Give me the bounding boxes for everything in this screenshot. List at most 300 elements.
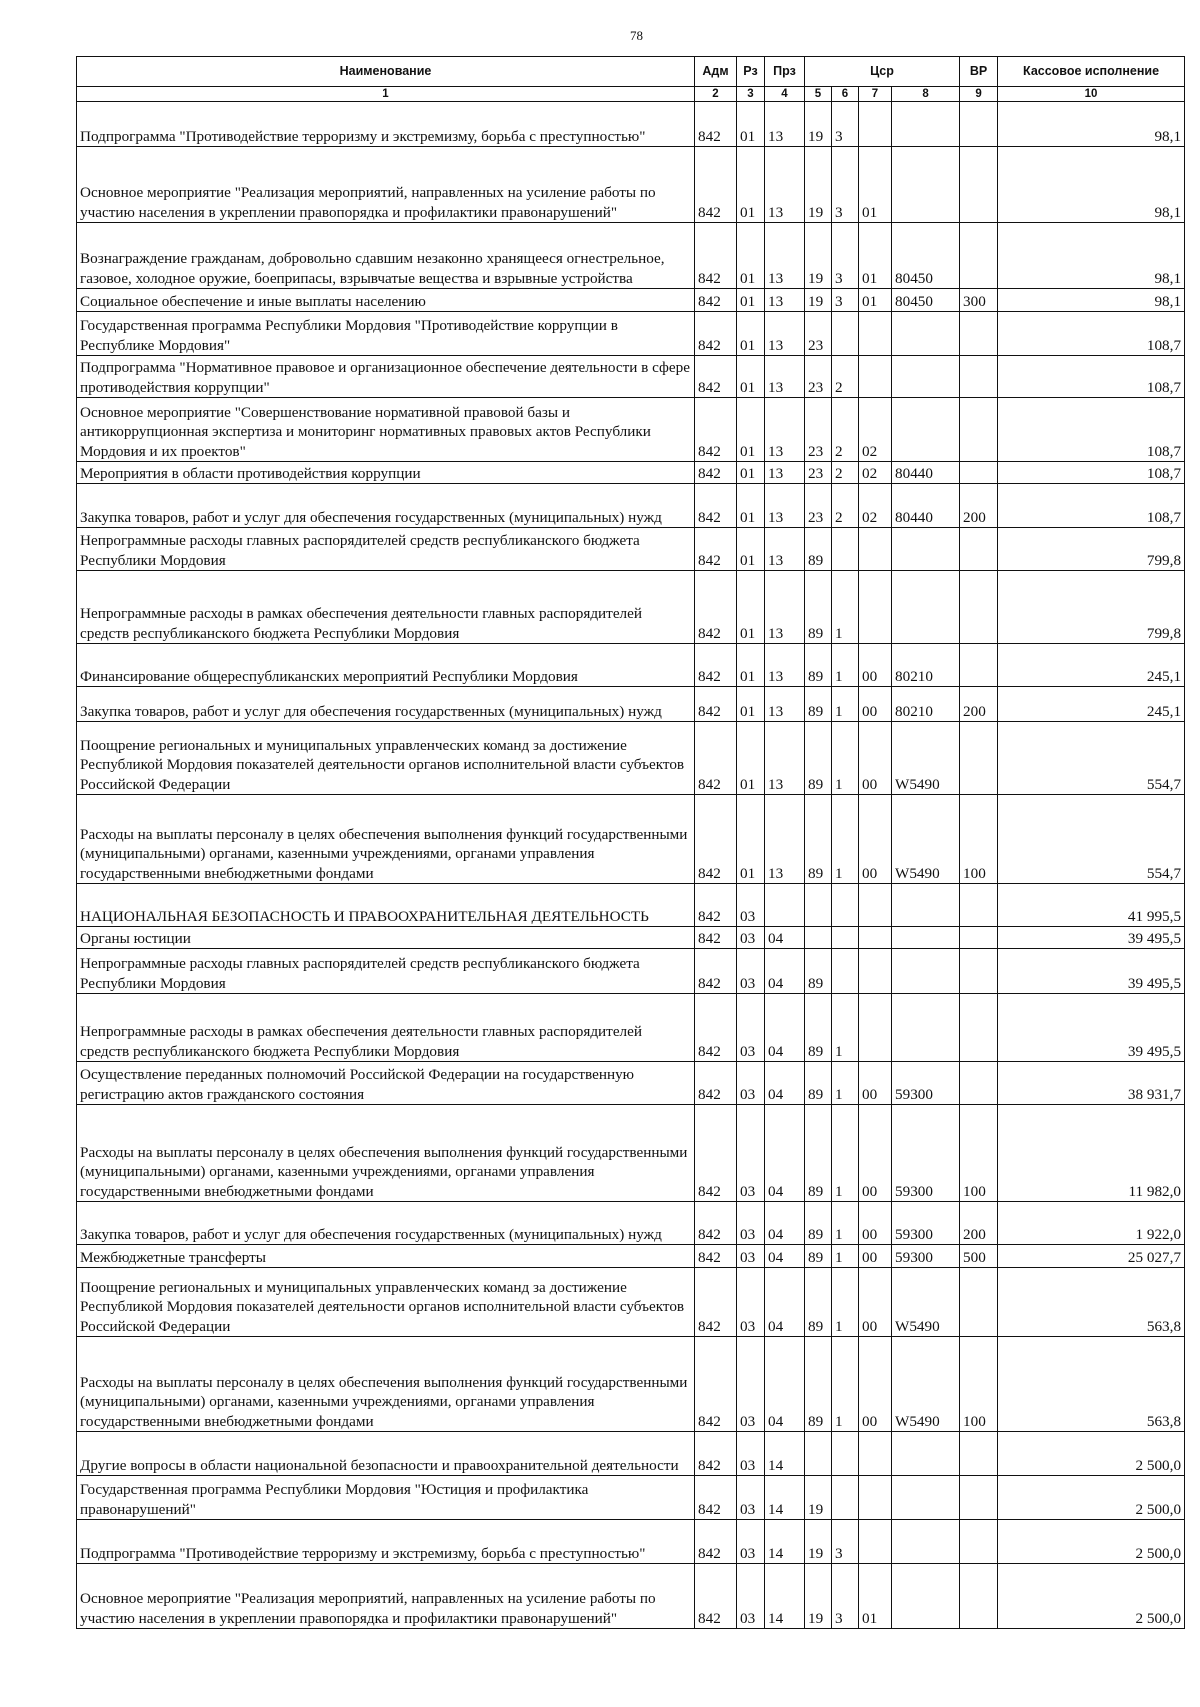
table-cell-csr-program: 89 (805, 795, 832, 884)
table-cell-csr-program: 89 (805, 1202, 832, 1245)
table-cell-amount: 98,1 (998, 289, 1185, 312)
table-cell-adm: 842 (695, 1432, 737, 1476)
table-row (77, 398, 1185, 462)
table-cell-csr-subprogram: 1 (832, 1337, 859, 1432)
table-cell-rz: 01 (737, 644, 765, 687)
table-row (77, 1520, 1185, 1564)
table-cell-csr-subprogram: 1 (832, 644, 859, 687)
table-cell-amount: 245,1 (998, 644, 1185, 687)
table-cell-name: Основное мероприятие "Реализация мероприятий, направленных на усиление работы по участию населения в укреплении правопорядка и профилактики правонарушений" (77, 147, 695, 223)
table-cell-amount: 108,7 (998, 398, 1185, 462)
table-cell-adm: 842 (695, 644, 737, 687)
table-cell-adm: 842 (695, 1337, 737, 1432)
table-cell-prz: 04 (765, 1337, 805, 1432)
table-cell-csr-direction (892, 1520, 960, 1564)
table-cell-csr-subprogram: 2 (832, 356, 859, 398)
table-cell-amount: 39 495,5 (998, 927, 1185, 949)
table-cell-vr (960, 571, 998, 644)
table-cell-amount: 799,8 (998, 528, 1185, 571)
table-cell-vr (960, 1520, 998, 1564)
table-cell-vr: 200 (960, 484, 998, 528)
table-cell-rz: 03 (737, 1337, 765, 1432)
table-cell-name: Поощрение региональных и муниципальных управленческих команд за достижение Республикой Мордовия показателей деятельности органов исполнительной власти субъектов Российской Федерации (77, 722, 695, 795)
header-csr: Цср (805, 57, 960, 87)
table-cell-vr (960, 927, 998, 949)
table-cell-vr (960, 884, 998, 927)
table-body (77, 102, 1185, 1629)
table-cell-csr-subprogram (832, 884, 859, 927)
table-cell-vr: 300 (960, 289, 998, 312)
table-cell-amount: 25 027,7 (998, 1245, 1185, 1268)
table-cell-csr-program: 19 (805, 223, 832, 289)
table-cell-name: Мероприятия в области противодействия коррупции (77, 462, 695, 484)
budget-table (76, 56, 1185, 1629)
table-cell-name: Непрограммные расходы главных распорядителей средств республиканского бюджета Республики Мордовия (77, 949, 695, 994)
table-cell-vr: 200 (960, 1202, 998, 1245)
table-cell-csr-program: 23 (805, 484, 832, 528)
table-cell-prz: 04 (765, 1105, 805, 1202)
table-cell-rz: 03 (737, 994, 765, 1062)
table-cell-csr-program: 89 (805, 644, 832, 687)
table-cell-csr-event: 00 (859, 1337, 892, 1432)
table-cell-rz: 01 (737, 571, 765, 644)
table-cell-csr-direction: W5490 (892, 1268, 960, 1337)
table-cell-csr-subprogram (832, 528, 859, 571)
table-cell-csr-program: 89 (805, 1268, 832, 1337)
table-row (77, 1432, 1185, 1476)
table-cell-rz: 01 (737, 398, 765, 462)
table-cell-adm: 842 (695, 994, 737, 1062)
table-cell-csr-program: 19 (805, 1564, 832, 1629)
table-cell-name: Закупка товаров, работ и услуг для обеспечения государственных (муниципальных) нужд (77, 484, 695, 528)
table-cell-prz: 13 (765, 462, 805, 484)
table-cell-csr-direction (892, 994, 960, 1062)
column-number: 4 (765, 87, 805, 102)
table-cell-rz: 01 (737, 795, 765, 884)
table-row (77, 484, 1185, 528)
table-cell-rz: 01 (737, 102, 765, 147)
table-cell-csr-program: 89 (805, 1337, 832, 1432)
table-cell-adm: 842 (695, 1476, 737, 1520)
table-cell-csr-subprogram: 1 (832, 1202, 859, 1245)
table-row (77, 1245, 1185, 1268)
table-cell-csr-program: 89 (805, 528, 832, 571)
table-cell-adm: 842 (695, 687, 737, 722)
table-cell-adm: 842 (695, 1202, 737, 1245)
table-cell-csr-subprogram: 1 (832, 1062, 859, 1105)
table-cell-adm: 842 (695, 722, 737, 795)
table-cell-csr-subprogram: 3 (832, 147, 859, 223)
table-cell-vr (960, 1062, 998, 1105)
table-cell-prz: 13 (765, 223, 805, 289)
column-number: 9 (960, 87, 998, 102)
table-cell-csr-event (859, 1432, 892, 1476)
table-cell-adm: 842 (695, 462, 737, 484)
table-cell-csr-event: 02 (859, 398, 892, 462)
table-cell-rz: 01 (737, 147, 765, 223)
table-cell-prz: 04 (765, 1268, 805, 1337)
table-cell-name: Непрограммные расходы в рамках обеспечения деятельности главных распорядителей средств республиканского бюджета Республики Мордовия (77, 994, 695, 1062)
table-cell-amount: 39 495,5 (998, 994, 1185, 1062)
table-cell-rz: 01 (737, 484, 765, 528)
table-cell-amount: 2 500,0 (998, 1432, 1185, 1476)
table-cell-csr-direction: W5490 (892, 1337, 960, 1432)
table-cell-vr (960, 1268, 998, 1337)
table-cell-vr (960, 102, 998, 147)
table-cell-adm: 842 (695, 1268, 737, 1337)
table-cell-csr-subprogram: 2 (832, 398, 859, 462)
table-cell-vr (960, 462, 998, 484)
table-cell-name: Государственная программа Республики Мордовия "Противодействие коррупции в Республике Мордовия" (77, 312, 695, 356)
table-row (77, 223, 1185, 289)
table-cell-vr (960, 147, 998, 223)
table-cell-name: Осуществление переданных полномочий Российской Федерации на государственную регистрацию актов гражданского состояния (77, 1062, 695, 1105)
table-cell-rz: 01 (737, 289, 765, 312)
table-cell-name: Подпрограмма "Противодействие терроризму и экстремизму, борьба с преступностью" (77, 1520, 695, 1564)
table-row (77, 1062, 1185, 1105)
table-cell-rz: 03 (737, 1564, 765, 1629)
table-row (77, 1564, 1185, 1629)
table-row (77, 289, 1185, 312)
table-cell-csr-event (859, 312, 892, 356)
table-cell-adm: 842 (695, 1564, 737, 1629)
table-row (77, 1337, 1185, 1432)
header-amount: Кассовое исполнение (998, 57, 1185, 87)
header-rz: Рз (737, 57, 765, 87)
table-cell-amount: 245,1 (998, 687, 1185, 722)
table-cell-rz: 01 (737, 312, 765, 356)
table-cell-csr-program: 89 (805, 571, 832, 644)
table-cell-csr-event (859, 528, 892, 571)
table-row (77, 1268, 1185, 1337)
column-number: 1 (77, 87, 695, 102)
table-cell-amount: 563,8 (998, 1268, 1185, 1337)
table-cell-csr-subprogram (832, 312, 859, 356)
table-cell-rz: 03 (737, 1476, 765, 1520)
table-cell-csr-subprogram: 3 (832, 1564, 859, 1629)
table-cell-csr-program: 19 (805, 102, 832, 147)
table-row (77, 687, 1185, 722)
table-row (77, 795, 1185, 884)
table-cell-rz: 01 (737, 356, 765, 398)
table-cell-csr-direction (892, 102, 960, 147)
table-cell-csr-program: 89 (805, 1062, 832, 1105)
table-cell-csr-subprogram: 1 (832, 722, 859, 795)
table-cell-rz: 03 (737, 949, 765, 994)
table-cell-csr-program: 89 (805, 1245, 832, 1268)
table-cell-rz: 03 (737, 1245, 765, 1268)
header-name: Наименование (77, 57, 695, 87)
table-cell-vr (960, 994, 998, 1062)
table-cell-amount: 11 982,0 (998, 1105, 1185, 1202)
table-cell-csr-program: 23 (805, 356, 832, 398)
table-cell-csr-direction: 80440 (892, 462, 960, 484)
table-cell-prz: 13 (765, 147, 805, 223)
table-cell-adm: 842 (695, 884, 737, 927)
table-row (77, 1476, 1185, 1520)
table-row (77, 927, 1185, 949)
table-cell-vr: 100 (960, 1105, 998, 1202)
table-cell-csr-subprogram: 3 (832, 1520, 859, 1564)
table-cell-rz: 01 (737, 528, 765, 571)
table-cell-csr-direction: 59300 (892, 1245, 960, 1268)
table-row (77, 462, 1185, 484)
column-number-row (77, 87, 1185, 102)
table-cell-csr-direction (892, 927, 960, 949)
column-number: 10 (998, 87, 1185, 102)
table-row (77, 528, 1185, 571)
table-cell-name: Социальное обеспечение и иные выплаты населению (77, 289, 695, 312)
table-cell-vr (960, 356, 998, 398)
table-cell-csr-event (859, 994, 892, 1062)
header-adm: Адм (695, 57, 737, 87)
table-cell-name: Межбюджетные трансферты (77, 1245, 695, 1268)
table-cell-adm: 842 (695, 147, 737, 223)
table-row (77, 1202, 1185, 1245)
table-cell-csr-event: 00 (859, 687, 892, 722)
table-cell-adm: 842 (695, 356, 737, 398)
table-cell-rz: 01 (737, 722, 765, 795)
table-cell-vr (960, 398, 998, 462)
table-cell-csr-direction: W5490 (892, 795, 960, 884)
table-cell-prz: 13 (765, 289, 805, 312)
table-cell-prz: 04 (765, 927, 805, 949)
table-cell-vr (960, 1564, 998, 1629)
table-cell-csr-event (859, 1520, 892, 1564)
table-cell-name: Вознаграждение гражданам, добровольно сдавшим незаконно хранящееся огнестрельное, газовое, холодное оружие, боеприпасы, взрывчатые вещества и взрывные устройства (77, 223, 695, 289)
table-cell-csr-event (859, 949, 892, 994)
table-cell-prz: 13 (765, 356, 805, 398)
table-cell-csr-program: 19 (805, 289, 832, 312)
table-cell-csr-direction: 80450 (892, 289, 960, 312)
table-cell-csr-program: 89 (805, 994, 832, 1062)
table-cell-csr-direction (892, 1564, 960, 1629)
table-cell-adm: 842 (695, 312, 737, 356)
table-cell-csr-event: 01 (859, 1564, 892, 1629)
table-cell-csr-direction (892, 1432, 960, 1476)
table-cell-csr-event (859, 356, 892, 398)
table-cell-prz: 13 (765, 722, 805, 795)
table-cell-vr: 500 (960, 1245, 998, 1268)
table-cell-csr-subprogram: 1 (832, 1245, 859, 1268)
table-cell-rz: 03 (737, 1202, 765, 1245)
table-cell-csr-event: 00 (859, 1062, 892, 1105)
table-cell-name: Органы юстиции (77, 927, 695, 949)
table-cell-csr-program: 23 (805, 462, 832, 484)
table-cell-csr-event: 00 (859, 795, 892, 884)
table-cell-amount: 2 500,0 (998, 1476, 1185, 1520)
table-cell-csr-event: 00 (859, 1268, 892, 1337)
table-cell-prz: 13 (765, 571, 805, 644)
table-cell-csr-event (859, 927, 892, 949)
table-cell-name: Финансирование общереспубликанских мероприятий Республики Мордовия (77, 644, 695, 687)
table-header-row (77, 57, 1185, 87)
table-cell-amount: 39 495,5 (998, 949, 1185, 994)
table-cell-adm: 842 (695, 223, 737, 289)
table-cell-csr-program: 23 (805, 398, 832, 462)
table-cell-amount: 108,7 (998, 312, 1185, 356)
table-cell-amount: 799,8 (998, 571, 1185, 644)
table-cell-vr (960, 223, 998, 289)
table-cell-csr-direction (892, 884, 960, 927)
table-cell-vr (960, 1476, 998, 1520)
table-cell-prz: 13 (765, 528, 805, 571)
table-cell-csr-program: 19 (805, 147, 832, 223)
table-cell-name: Другие вопросы в области национальной безопасности и правоохранительной деятельности (77, 1432, 695, 1476)
table-cell-csr-program: 19 (805, 1476, 832, 1520)
table-cell-csr-direction: 80440 (892, 484, 960, 528)
table-cell-csr-program: 89 (805, 949, 832, 994)
table-cell-name: Расходы на выплаты персоналу в целях обеспечения выполнения функций государственными (муниципальными) органами, казенными учреждениями, органами управления государственными внебюджетными фондами (77, 795, 695, 884)
table-cell-rz: 03 (737, 1062, 765, 1105)
table-cell-name: Непрограммные расходы в рамках обеспечения деятельности главных распорядителей средств республиканского бюджета Республики Мордовия (77, 571, 695, 644)
table-cell-csr-event: 02 (859, 462, 892, 484)
table-cell-adm: 842 (695, 1520, 737, 1564)
table-cell-csr-direction: 80450 (892, 223, 960, 289)
table-cell-vr: 200 (960, 687, 998, 722)
page-number: 78 (630, 28, 643, 43)
table-cell-csr-direction (892, 312, 960, 356)
table-cell-rz: 03 (737, 1520, 765, 1564)
column-number: 6 (832, 87, 859, 102)
table-row (77, 644, 1185, 687)
table-cell-csr-event (859, 571, 892, 644)
table-cell-adm: 842 (695, 949, 737, 994)
table-cell-csr-subprogram: 1 (832, 571, 859, 644)
table-row (77, 994, 1185, 1062)
table-row (77, 1105, 1185, 1202)
table-cell-csr-program: 23 (805, 312, 832, 356)
table-cell-csr-direction: 59300 (892, 1062, 960, 1105)
table-cell-csr-event: 00 (859, 1105, 892, 1202)
table-cell-adm: 842 (695, 1062, 737, 1105)
table-cell-prz: 14 (765, 1520, 805, 1564)
table-row (77, 312, 1185, 356)
table-cell-csr-event: 01 (859, 223, 892, 289)
table-cell-csr-direction: W5490 (892, 722, 960, 795)
table-cell-prz: 13 (765, 484, 805, 528)
table-cell-csr-direction (892, 356, 960, 398)
table-cell-csr-direction: 59300 (892, 1105, 960, 1202)
table-cell-csr-event: 00 (859, 644, 892, 687)
table-cell-adm: 842 (695, 1245, 737, 1268)
table-cell-csr-subprogram (832, 1432, 859, 1476)
table-cell-vr (960, 949, 998, 994)
table-cell-prz: 14 (765, 1432, 805, 1476)
table-cell-adm: 842 (695, 484, 737, 528)
table-cell-adm: 842 (695, 289, 737, 312)
table-cell-vr (960, 312, 998, 356)
table-cell-csr-direction: 59300 (892, 1202, 960, 1245)
table-cell-name: Подпрограмма "Нормативное правовое и организационное обеспечение деятельности в сфере противодействия коррупции" (77, 356, 695, 398)
table-cell-csr-direction (892, 949, 960, 994)
table-cell-csr-subprogram: 1 (832, 687, 859, 722)
table-cell-prz: 13 (765, 795, 805, 884)
table-cell-amount: 2 500,0 (998, 1520, 1185, 1564)
table-cell-rz: 03 (737, 1268, 765, 1337)
table-row (77, 949, 1185, 994)
table-cell-adm: 842 (695, 571, 737, 644)
table-cell-csr-subprogram: 3 (832, 102, 859, 147)
table-cell-prz: 04 (765, 1245, 805, 1268)
table-cell-vr (960, 528, 998, 571)
table-cell-csr-program: 89 (805, 687, 832, 722)
table-cell-amount: 98,1 (998, 102, 1185, 147)
table-cell-prz: 13 (765, 102, 805, 147)
table-row (77, 147, 1185, 223)
table-row (77, 102, 1185, 147)
table-cell-csr-event: 00 (859, 1245, 892, 1268)
table-cell-name: Основное мероприятие "Совершенствование нормативной правовой базы и антикоррупционная экспертиза и мониторинг нормативных правовых актов Республики Мордовия и их проектов" (77, 398, 695, 462)
table-cell-vr (960, 722, 998, 795)
table-cell-prz: 13 (765, 398, 805, 462)
table-cell-csr-subprogram (832, 949, 859, 994)
table-cell-prz: 13 (765, 687, 805, 722)
table-cell-amount: 2 500,0 (998, 1564, 1185, 1629)
table-cell-name: Расходы на выплаты персоналу в целях обеспечения выполнения функций государственными (муниципальными) органами, казенными учреждениями, органами управления государственными внебюджетными фондами (77, 1105, 695, 1202)
table-cell-name: Расходы на выплаты персоналу в целях обеспечения выполнения функций государственными (муниципальными) органами, казенными учреждениями, органами управления государственными внебюджетными фондами (77, 1337, 695, 1432)
table-cell-csr-subprogram: 2 (832, 462, 859, 484)
table-cell-amount: 38 931,7 (998, 1062, 1185, 1105)
table-cell-csr-subprogram: 1 (832, 1268, 859, 1337)
table-cell-vr: 100 (960, 795, 998, 884)
table-cell-csr-event: 00 (859, 722, 892, 795)
table-cell-amount: 98,1 (998, 223, 1185, 289)
table-cell-rz: 01 (737, 223, 765, 289)
table-cell-rz: 03 (737, 927, 765, 949)
table-cell-csr-subprogram: 1 (832, 795, 859, 884)
table-row (77, 571, 1185, 644)
table-cell-rz: 01 (737, 462, 765, 484)
table-cell-rz: 03 (737, 1105, 765, 1202)
column-number: 8 (892, 87, 960, 102)
table-cell-prz: 04 (765, 949, 805, 994)
header-prz: Прз (765, 57, 805, 87)
table-cell-adm: 842 (695, 795, 737, 884)
table-cell-csr-subprogram: 2 (832, 484, 859, 528)
table-cell-rz: 01 (737, 687, 765, 722)
table-cell-csr-subprogram: 3 (832, 223, 859, 289)
table-cell-csr-event (859, 1476, 892, 1520)
table-cell-csr-event: 01 (859, 289, 892, 312)
column-number: 5 (805, 87, 832, 102)
table-cell-csr-event: 00 (859, 1202, 892, 1245)
table-cell-amount: 98,1 (998, 147, 1185, 223)
table-cell-csr-program (805, 1432, 832, 1476)
table-cell-csr-direction (892, 147, 960, 223)
table-cell-prz (765, 884, 805, 927)
table-row (77, 356, 1185, 398)
table-cell-csr-event (859, 102, 892, 147)
table-cell-csr-event: 02 (859, 484, 892, 528)
table-cell-csr-program: 89 (805, 722, 832, 795)
table-cell-vr (960, 644, 998, 687)
table-cell-name: Закупка товаров, работ и услуг для обеспечения государственных (муниципальных) нужд (77, 687, 695, 722)
table-cell-amount: 554,7 (998, 795, 1185, 884)
table-cell-amount: 108,7 (998, 462, 1185, 484)
table-cell-prz: 13 (765, 644, 805, 687)
table-cell-csr-direction (892, 1476, 960, 1520)
table-cell-prz: 14 (765, 1476, 805, 1520)
table-cell-name: Государственная программа Республики Мордовия "Юстиция и профилактика правонарушений" (77, 1476, 695, 1520)
table-cell-prz: 13 (765, 312, 805, 356)
column-number: 2 (695, 87, 737, 102)
table-cell-adm: 842 (695, 102, 737, 147)
table-cell-amount: 563,8 (998, 1337, 1185, 1432)
table-cell-amount: 554,7 (998, 722, 1185, 795)
column-number: 3 (737, 87, 765, 102)
table-cell-adm: 842 (695, 927, 737, 949)
